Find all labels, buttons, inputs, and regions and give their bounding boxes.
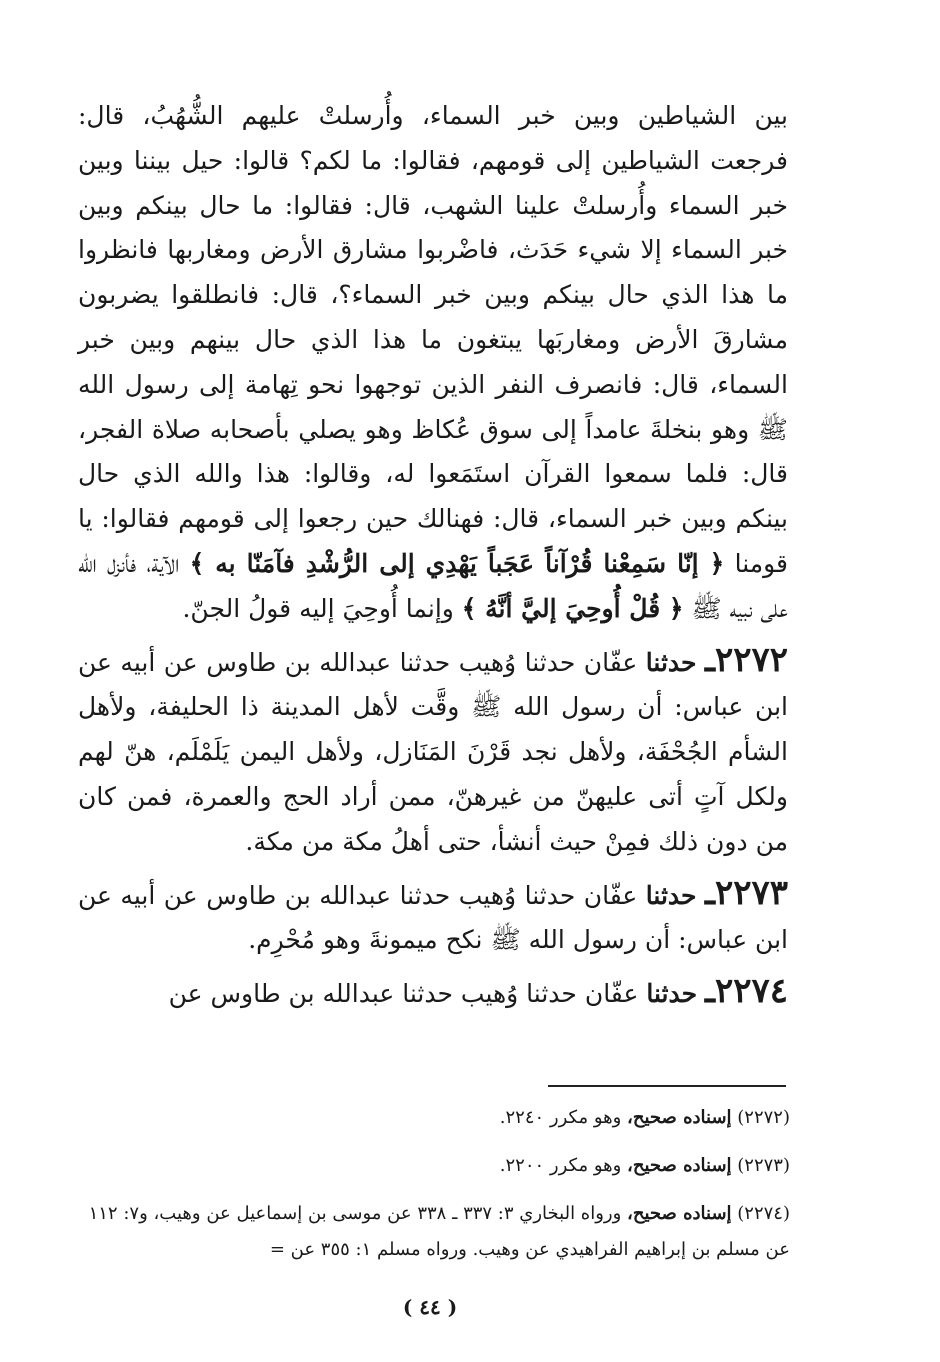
continuation-text-b: الآية، فأنزل الله على نبيه ﷺ (78, 548, 788, 623)
hadith-number: ٢٢٧٤ـ (704, 971, 788, 1012)
hadith-text: عفّان حدثنا وُهيب حدثنا عبدالله بن طاوس عن (168, 979, 639, 1009)
hadith-text: عفّان حدثنا وُهيب حدثنا عبدالله بن طاوس عن أبيه عن ابن عباس: أن رسول الله ﷺ نكح ميمونةَ وهو مُحْرِم. (78, 880, 788, 955)
footnote-text: ورواه البخاري ٣: ٣٣٧ ـ ٣٣٨ عن موسى بن إسماعيل عن وهيب، و٧: ١١٢ عن مسلم بن إبراهيم الفراهيدي عن وهيب. ورواه مسلم ١: ٣٥٥ عن = (88, 1203, 790, 1260)
footnote-ref: (٢٢٧٤) (737, 1203, 790, 1224)
page-number: ( ٤٤ ) (402, 1295, 458, 1319)
hadith-lead-word: حدثنا (645, 880, 697, 910)
hadith-continuation-paragraph (78, 94, 788, 632)
hadith-text: عفّان حدثنا وُهيب حدثنا عبدالله بن طاوس عن أبيه عن ابن عباس: أن رسول الله ﷺ وقَّت لأهل المدينة ذا الحليفة، ولأهل الشأم الجُحْفَة، ولأهل نجد قَرْنَ المَنَازل، ولأهل اليمن يَلَمْلَم، هنّ لهم ولكل آتٍ أتى عليهنّ من غيرهنّ، ممن أراد الحج والعمرة، فمن كان من دون ذلك فمِنْ حيث أنشأ، حتى أهلُ مكة من مكة. (78, 647, 788, 856)
hadith-2272 (78, 638, 788, 865)
quran-quote-a: ﴿ إنّا سَمِعْنا قُرْآناً عَجَباً يَهْدِي إلى الرُّشْدِ فآمَنّا به ﴾ (189, 548, 725, 578)
main-text-block (78, 94, 788, 1017)
footnote-label: إسناده صحيح، (627, 1155, 732, 1176)
footnote-label: إسناده صحيح، (627, 1203, 732, 1224)
hadith-lead-word: حدثنا (645, 647, 697, 677)
footnote-text: وهو مكرر ٢٢٠٠. (499, 1155, 622, 1176)
footnotes-block (78, 1100, 790, 1280)
footnote-2273 (78, 1148, 790, 1184)
hadith-2273 (78, 871, 788, 964)
footnote-text: وهو مكرر ٢٢٤٠. (499, 1107, 622, 1128)
hadith-number: ٢٢٧٢ـ (704, 639, 788, 680)
hadith-lead-word: حدثنا (646, 979, 698, 1009)
hadith-2274 (78, 969, 788, 1017)
footnote-ref: (٢٢٧٣) (737, 1155, 790, 1176)
footnote-label: إسناده صحيح، (627, 1107, 732, 1128)
quran-quote-b: ﴿ قُلْ أُوحِيَ إليَّ أنَّهُ ﴾ (461, 593, 684, 623)
footnote-2274 (78, 1196, 790, 1268)
footnote-ref: (٢٢٧٢) (737, 1107, 790, 1128)
continuation-text-c: وإنما أُوحِيَ إليه قولُ الجنّ. (182, 593, 454, 623)
footnote-divider (548, 1085, 786, 1087)
hadith-number: ٢٢٧٣ـ (704, 872, 788, 913)
continuation-text-a: بين الشياطين وبين خبر السماء، وأُرسلتْ عليهم الشُّهُبُ، قال: فرجعت الشياطين إلى قومهم، فقالوا: ما لكم؟ قالوا: حيل بيننا وبين خبر السماء وأُرسلتْ علينا الشهب، قال: فقالوا: ما حال بينكم وبين خبر السماء إلا شيء حَدَث، فاضْربوا مشارق الأرض ومغاربها فانظروا ما هذا الذي حال بينكم وبين خبر السماء؟، قال: فانطلقوا يضربون مشارقَ الأرض ومغاربَها يبتغون ما هذا الذي حال بينهم وبين خبر السماء، قال: فانصرف النفر الذين توجهوا نحو تِهامة إلى رسول الله ﷺ وهو بنخلةَ عامداً إلى سوق عُكاظ وهو يصلي بأصحابه صلاة الفجر، قال: فلما سمعوا القرآن استَمَعوا له، وقالوا: هذا والله الذي حال بينكم وبين خبر السماء، قال: فهنالك حين رجعوا إلى قومهم فقالوا: يا قومنا (78, 101, 788, 578)
footnote-2272 (78, 1100, 790, 1136)
